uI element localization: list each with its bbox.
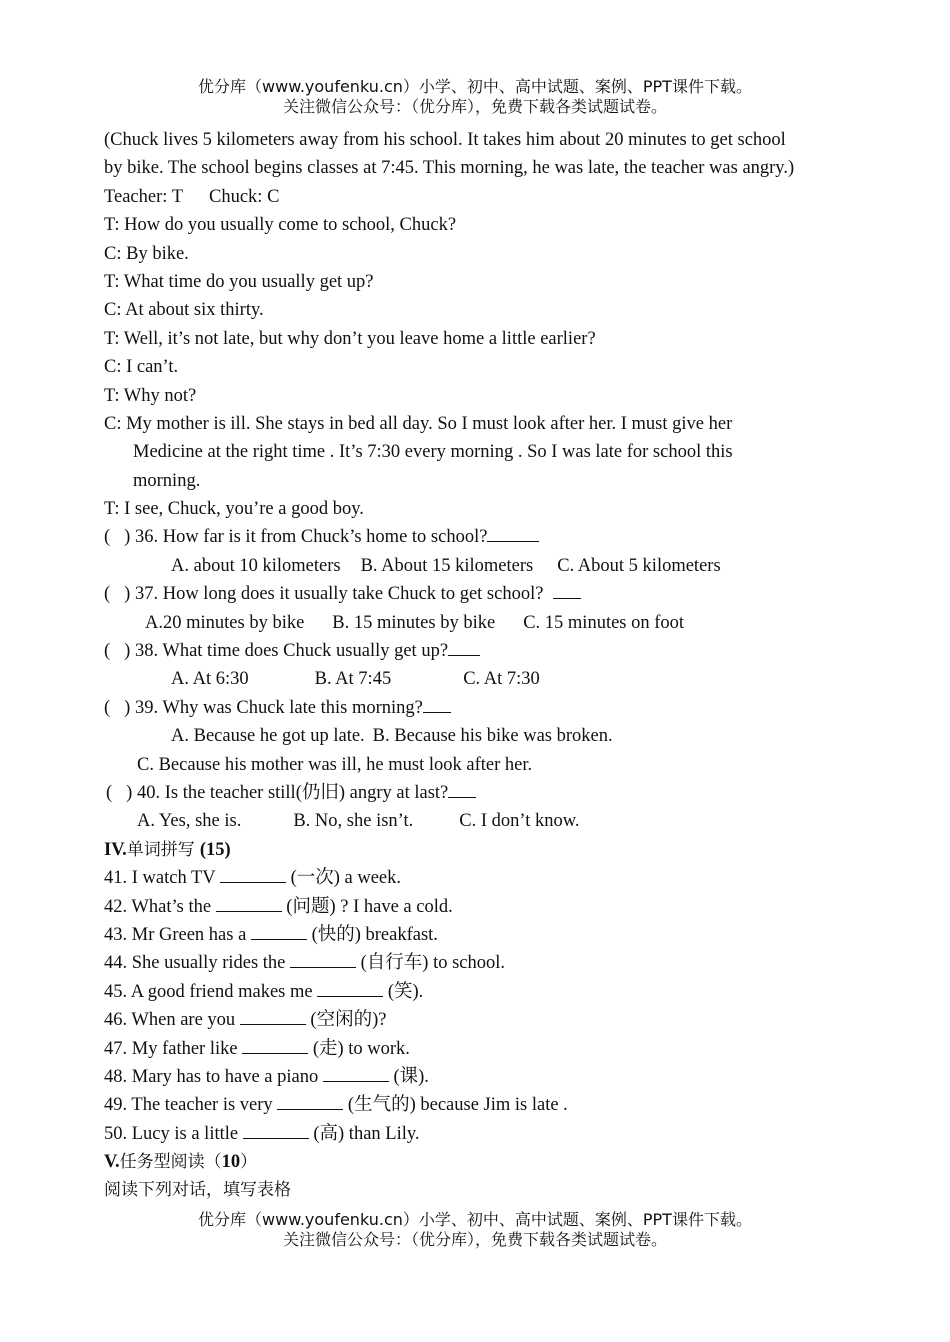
spelling-blank[interactable] xyxy=(277,1092,343,1110)
option-a: A.20 minutes by bike xyxy=(145,612,305,633)
question-36 xyxy=(104,523,864,551)
spelling-prompt: 48. Mary has to have a piano xyxy=(104,1066,319,1087)
spelling-blank[interactable] xyxy=(243,1121,309,1139)
option-a: A. about 10 kilometers xyxy=(171,555,341,576)
spelling-item xyxy=(104,893,864,921)
question-39 xyxy=(104,694,864,722)
answer-blank xyxy=(423,695,451,713)
question-text: ) 40. Is the teacher still(仍旧) angry at last? xyxy=(126,782,449,803)
question-text: ) 36. How far is it from Chuck’s home to school? xyxy=(124,527,488,548)
question-text: ) 38. What time does Chuck usually get up? xyxy=(124,641,449,662)
section-4-heading xyxy=(104,836,864,864)
option-c: C. At 7:30 xyxy=(463,669,540,690)
answer-blank xyxy=(448,780,476,798)
option-b: B. At 7:45 xyxy=(314,669,392,690)
footer-line-1: 优分库（www.youfenku.cn）小学、初中、高中试题、案例、PPT课件下载。 xyxy=(198,1210,752,1229)
option-c: C. 15 minutes on foot xyxy=(523,612,685,633)
spelling-hint: (一次) a week. xyxy=(290,868,402,889)
dialogue-line: C: My mother is ill. She stays in bed all day. So I must look after her. I must give her xyxy=(104,413,733,434)
dialogue-line: T: Well, it’s not late, but why don’t you leave home a little earlier? xyxy=(104,328,596,349)
spelling-hint: (快的) breakfast. xyxy=(311,924,438,945)
answer-blank xyxy=(448,638,480,656)
option-a: A. Yes, she is. xyxy=(137,811,242,832)
spelling-item xyxy=(104,1063,864,1091)
spelling-item xyxy=(104,1120,864,1148)
spelling-blank[interactable] xyxy=(242,1036,308,1054)
section-title: 单词拼写 xyxy=(126,839,195,860)
spelling-hint: (自行车) to school. xyxy=(360,953,506,974)
question-38-options xyxy=(104,665,864,693)
spelling-blank[interactable] xyxy=(216,894,282,912)
dialogue-line: T: Why not? xyxy=(104,385,197,406)
header-line-2: 关注微信公众号：（优分库），免费下载各类试题试卷。 xyxy=(282,97,667,116)
spelling-item xyxy=(104,1006,864,1034)
spelling-item xyxy=(104,1091,864,1119)
dialogue-line: T: I see, Chuck, you’re a good boy. xyxy=(104,499,364,520)
spelling-prompt: 41. I watch TV xyxy=(104,868,216,889)
spelling-hint: (空闲的)? xyxy=(310,1010,387,1031)
spelling-prompt: 44. She usually rides the xyxy=(104,953,286,974)
roles-line xyxy=(104,183,864,211)
section-score: 10 xyxy=(221,1152,241,1173)
question-36-options xyxy=(104,552,864,580)
spelling-blank[interactable] xyxy=(220,865,286,883)
option-a: A. Because he got up late. xyxy=(171,726,365,747)
question-40-options xyxy=(104,807,864,835)
spelling-prompt: 45. A good friend makes me xyxy=(104,981,313,1002)
dialogue-line: C: At about six thirty. xyxy=(104,300,264,321)
section-roman: V. xyxy=(104,1152,120,1173)
spelling-blank[interactable] xyxy=(317,979,383,997)
page-header xyxy=(0,77,950,117)
header-line-1: 优分库（www.youfenku.cn）小学、初中、高中试题、案例、PPT课件下载。 xyxy=(198,77,752,96)
spelling-prompt: 50. Lucy is a little xyxy=(104,1123,239,1144)
section-roman: IV. xyxy=(104,839,127,860)
option-a: A. At 6:30 xyxy=(171,669,249,690)
spelling-blank[interactable] xyxy=(323,1064,389,1082)
option-c: C. Because his mother was ill, he must look after her. xyxy=(137,754,533,775)
spelling-prompt: 47. My father like xyxy=(104,1038,238,1059)
answer-blank xyxy=(487,524,539,542)
dialogue-line: morning. xyxy=(133,470,201,491)
option-b: B. Because his bike was broken. xyxy=(372,726,613,747)
section-close: ） xyxy=(240,1152,258,1173)
section-score: (15) xyxy=(199,839,231,860)
answer-blank xyxy=(553,581,581,599)
option-c: C. About 5 kilometers xyxy=(557,555,721,576)
spelling-item xyxy=(104,864,864,892)
section-title: 任务型阅读（ xyxy=(119,1152,222,1173)
spelling-blank[interactable] xyxy=(240,1007,306,1025)
answer-paren: ( xyxy=(106,782,113,803)
passage-intro-line-2: by bike. The school begins classes at 7:45. This morning, he was late, the teacher was angry.) xyxy=(104,158,795,179)
answer-paren: ( xyxy=(104,641,111,662)
page-footer xyxy=(0,1210,950,1250)
spelling-blank[interactable] xyxy=(251,922,307,940)
spelling-hint: (课). xyxy=(393,1066,429,1087)
spelling-hint: (问题) ? I have a cold. xyxy=(286,896,453,917)
question-40 xyxy=(104,779,864,807)
answer-paren: ( xyxy=(104,527,111,548)
question-text: ) 39. Why was Chuck late this morning? xyxy=(124,697,423,718)
question-39-options-ab xyxy=(104,722,864,750)
spelling-item xyxy=(104,921,864,949)
spelling-prompt: 49. The teacher is very xyxy=(104,1095,273,1116)
spelling-prompt: 43. Mr Green has a xyxy=(104,924,247,945)
spelling-hint: (笑). xyxy=(387,981,424,1002)
role-chuck: Chuck: C xyxy=(209,186,280,207)
footer-line-2: 关注微信公众号：（优分库），免费下载各类试题试卷。 xyxy=(282,1230,667,1249)
spelling-item xyxy=(104,1035,864,1063)
dialogue-line: C: I can’t. xyxy=(104,357,179,378)
option-b: B. About 15 kilometers xyxy=(360,555,534,576)
passage-intro-line-1: (Chuck lives 5 kilometers away from his school. It takes him about 20 minutes to get school xyxy=(104,130,786,150)
spelling-blank[interactable] xyxy=(290,950,356,968)
dialogue-line: T: How do you usually come to school, Chuck? xyxy=(104,215,457,236)
question-38 xyxy=(104,637,864,665)
dialogue-line: C: By bike. xyxy=(104,243,189,264)
spelling-hint: (生气的) because Jim is late . xyxy=(347,1095,568,1116)
answer-paren: ( xyxy=(104,584,111,605)
option-b: B. 15 minutes by bike xyxy=(332,612,496,633)
spelling-prompt: 46. When are you xyxy=(104,1010,236,1031)
option-b: B. No, she isn’t. xyxy=(293,811,414,832)
question-text: ) 37. How long does it usually take Chuck to get school? xyxy=(124,584,544,605)
spelling-hint: (走) to work. xyxy=(312,1038,410,1059)
question-37 xyxy=(104,580,864,608)
question-39-option-c xyxy=(104,751,864,779)
option-c: C. I don’t know. xyxy=(459,811,580,832)
section-5-instruction: 阅读下列对话，填写表格 xyxy=(104,1180,291,1201)
section-5-heading xyxy=(104,1148,864,1176)
answer-paren: ( xyxy=(104,697,111,718)
document-body xyxy=(104,126,864,1205)
spelling-hint: (高) than Lily. xyxy=(313,1123,420,1144)
dialogue-line: T: What time do you usually get up? xyxy=(104,271,374,292)
dialogue-line: Medicine at the right time . It’s 7:30 every morning . So I was late for school this xyxy=(133,442,733,463)
role-teacher: Teacher: T xyxy=(104,186,183,207)
spelling-item xyxy=(104,949,864,977)
spelling-prompt: 42. What’s the xyxy=(104,896,212,917)
spelling-item xyxy=(104,978,864,1006)
question-37-options xyxy=(104,609,864,637)
